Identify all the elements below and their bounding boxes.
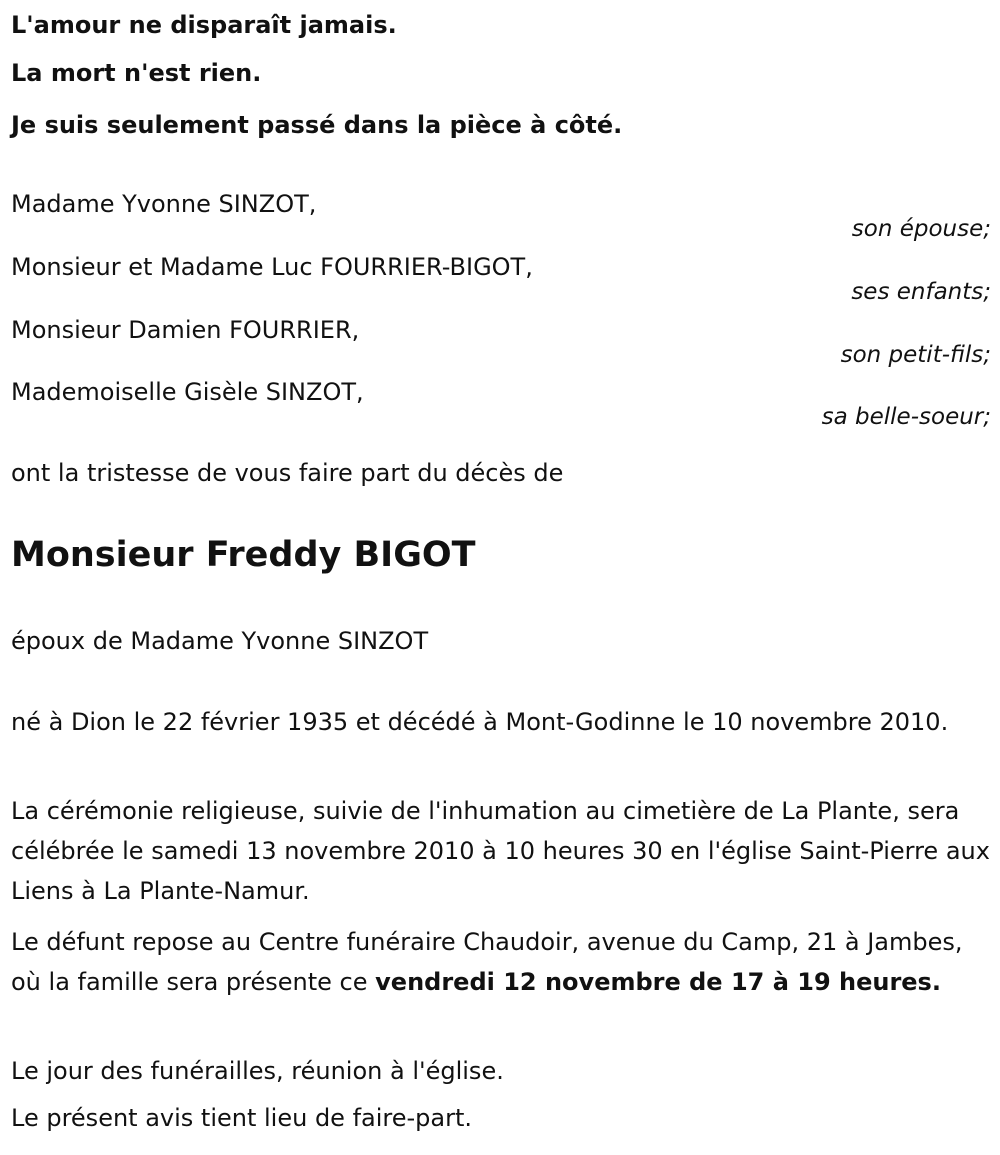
repose-paragraph [11, 922, 991, 1002]
family-member-3 [11, 315, 991, 377]
family-member-name: Monsieur Damien FOURRIER, [11, 316, 360, 344]
family-member-relation: ses enfants; [851, 279, 991, 305]
repose-text: Le défunt repose au Centre funéraire Chaudoir, avenue du Camp, 21 à Jambes, où la famille sera présente ce [11, 928, 963, 996]
birth-death-paragraph: né à Dion le 22 février 1935 et décédé à Mont-Godinne le 10 novembre 2010. [11, 708, 949, 736]
family-member-2 [11, 252, 991, 314]
ceremony-paragraph: La cérémonie religieuse, suivie de l'inhumation au cimetière de La Plante, sera célébrée le samedi 13 novembre 2010 à 10 heures 30 en l'église Saint-Pierre aux Liens à La Plante-Namur. [11, 797, 990, 905]
family-member-name: Mademoiselle Gisèle SINZOT, [11, 378, 364, 406]
family-member-relation: son épouse; [851, 216, 991, 242]
quote-line-2: La mort n'est rien. [11, 59, 262, 87]
family-member-relation: son petit-fils; [840, 342, 991, 368]
family-member-1 [11, 189, 991, 251]
funeral-day-paragraph: Le jour des funérailles, réunion à l'église. [11, 1057, 504, 1085]
quote-line-1: L'amour ne disparaît jamais. [11, 11, 397, 39]
notice-paragraph: Le présent avis tient lieu de faire-part. [11, 1104, 473, 1132]
family-member-name: Monsieur et Madame Luc FOURRIER-BIGOT, [11, 253, 533, 281]
spouse-line: époux de Madame Yvonne SINZOT [11, 627, 429, 655]
deceased-name: Monsieur Freddy BIGOT [11, 535, 476, 575]
announcement-line: ont la tristesse de vous faire part du décès de [11, 459, 564, 487]
family-member-relation: sa belle-soeur; [821, 404, 991, 430]
quote-line-3: Je suis seulement passé dans la pièce à côté. [11, 111, 623, 139]
visiting-hours: vendredi 12 novembre de 17 à 19 heures. [375, 968, 941, 996]
family-member-4 [11, 377, 991, 439]
family-member-name: Madame Yvonne SINZOT, [11, 190, 317, 218]
